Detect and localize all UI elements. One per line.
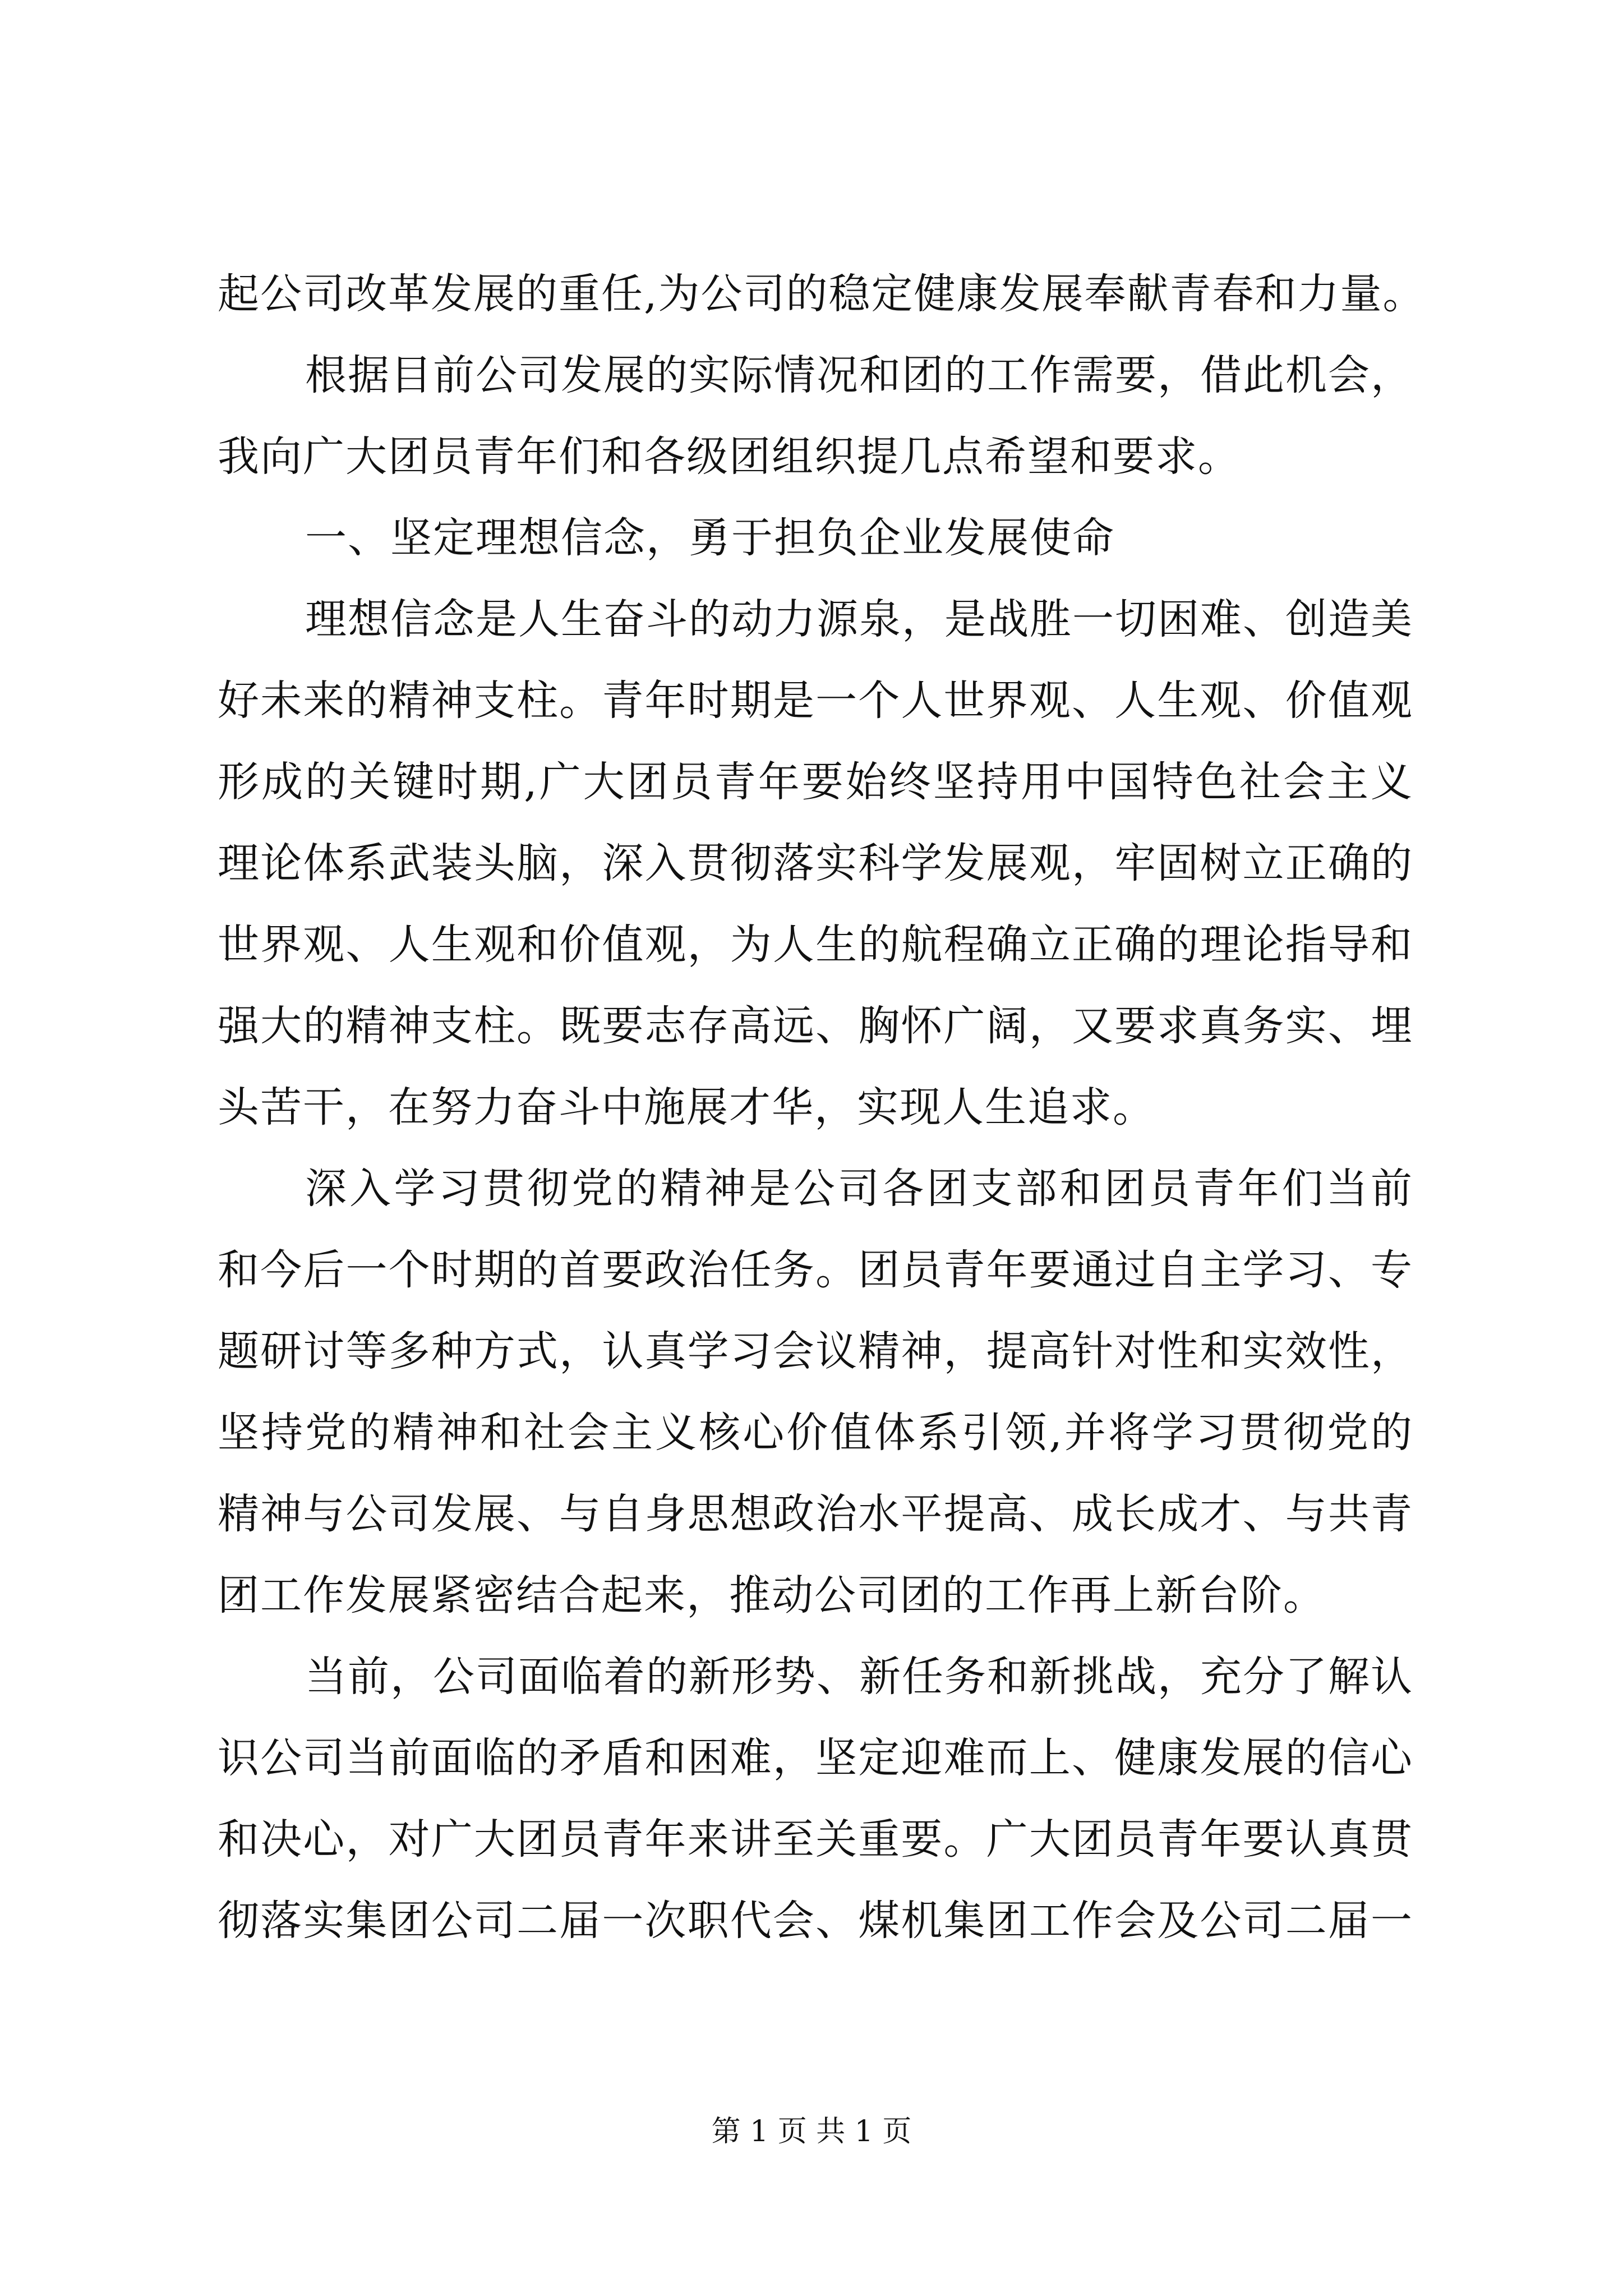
text-line: 坚持党的精神和社会主义核心价值体系引领,并将学习贯彻党的 — [218, 1409, 1413, 1457]
text-line: 团工作发展紧密结合起来，推动公司团的工作再上新台阶。 — [218, 1571, 1326, 1619]
text-line: 形成的关键时期,广大团员青年要始终坚持用中国特色社会主义 — [218, 758, 1413, 806]
text-line: 世界观、人生观和价值观，为人生的航程确立正确的理论指导和 — [218, 921, 1413, 969]
text-line: 好未来的精神支柱。青年时期是一个人世界观、人生观、价值观 — [218, 677, 1413, 725]
text-line: 识公司当前面临的矛盾和困难，坚定迎难而上、健康发展的信心 — [218, 1734, 1413, 1782]
text-line: 我向广大团员青年们和各级团组织提几点希望和要求。 — [218, 432, 1241, 481]
text-line: 强大的精神支柱。既要志存高远、胸怀广阔，又要求真务实、埋 — [218, 1002, 1413, 1050]
text-line: 彻落实集团公司二届一次职代会、煤机集团工作会及公司二届一 — [218, 1897, 1413, 1945]
text-line: 和今后一个时期的首要政治任务。团员青年要通过自主学习、专 — [218, 1246, 1413, 1294]
document-body — [218, 254, 1426, 1962]
text-line: 起公司改革发展的重任,为公司的稳定健康发展奉献青春和力量。 — [218, 270, 1426, 318]
text-line: 和决心，对广大团员青年来讲至关重要。广大团员青年要认真贯 — [218, 1815, 1413, 1864]
text-line: 深入学习贯彻党的精神是公司各团支部和团员青年们当前 — [305, 1165, 1413, 1213]
text-line: 精神与公司发展、与自身思想政治水平提高、成长成才、与共青 — [218, 1490, 1413, 1538]
text-line: 一、坚定理想信念，勇于担负企业发展使命 — [305, 514, 1115, 562]
text-line: 根据目前公司发展的实际情况和团的工作需要，借此机会， — [305, 351, 1413, 399]
text-line: 题研讨等多种方式，认真学习会议精神，提高针对性和实效性， — [218, 1327, 1413, 1375]
text-line: 当前，公司面临着的新形势、新任务和新挑战，充分了解认 — [305, 1653, 1413, 1701]
text-line: 头苦干，在努力奋斗中施展才华，实现人生追求。 — [218, 1083, 1155, 1131]
text-line: 理论体系武装头脑，深入贯彻落实科学发展观，牢固树立正确的 — [218, 839, 1413, 887]
text-line: 理想信念是人生奋斗的动力源泉，是战胜一切困难、创造美 — [305, 595, 1413, 643]
page-footer: 第 1 页 共 1 页 — [711, 2115, 912, 2148]
